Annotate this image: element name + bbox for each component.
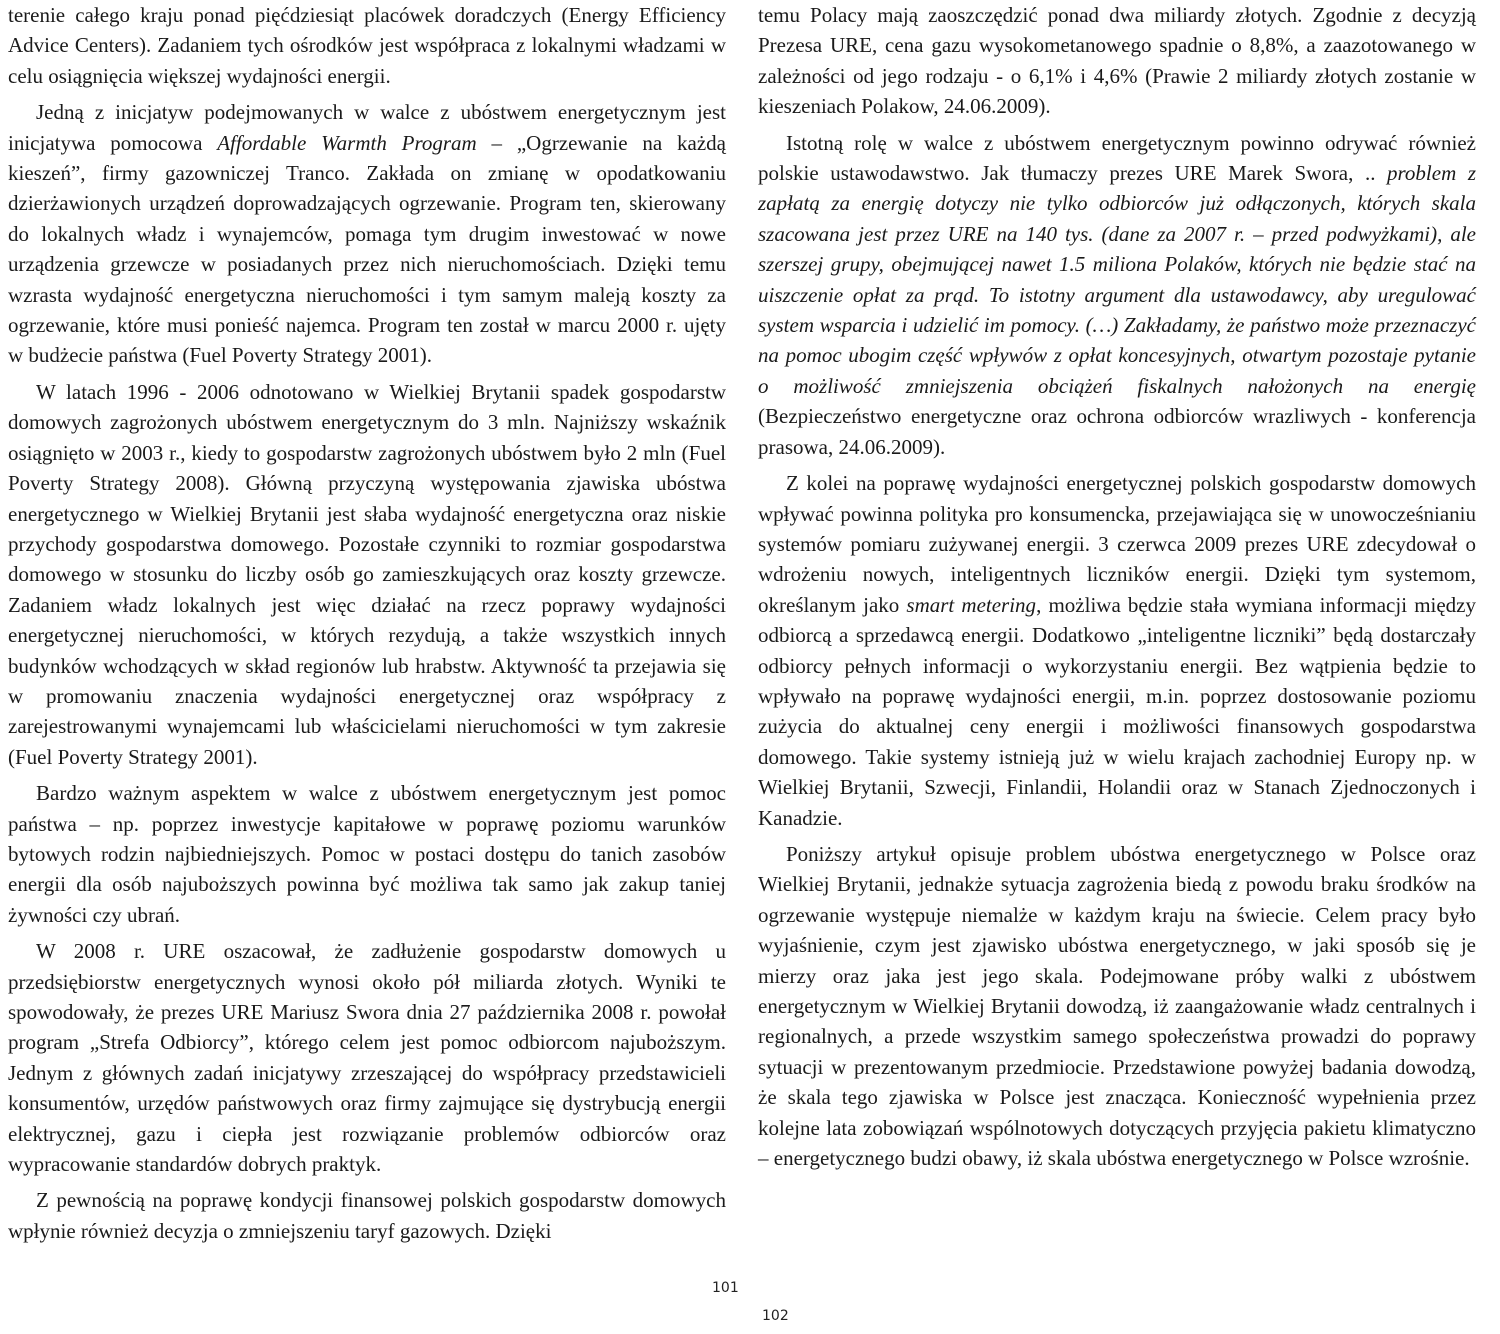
- paragraph: Z pewnością na poprawę kondycji finansowej polskich gospodarstw domowych wpłynie również decyzja o zmniejszeniu taryf gazowych. Dzięki: [8, 1188, 726, 1243]
- paragraph: W 2008 r. URE oszacował, że zadłużenie gospodarstw domowych u przedsiębiorstw energetycznych wynosi około pół miliarda złotych. Wyniki te spowodowały, że prezes URE Mariusz Swora dnia 27 października 2008 r. powołał program „Strefa Odbiorcy”, którego celem jest pomoc odbiorcom najuboższym. Jednym z głównych zadań inicjatywy zrzeszającej do współpracy przedstawicieli konsumentów, urzędów państwowych oraz firmy zajmujące się dystrybucją energii elektrycznej, gazu i ciepła jest rozwiązanie problemów odbiorców oraz wypracowanie standardów dobrych praktyk.: [8, 939, 726, 1177]
- paragraph: Bardzo ważnym aspektem w walce z ubóstwem energetycznym jest pomoc państwa – np. poprzez inwestycje kapitałowe w poprawę poziomu warunków bytowych rodzin najbiedniejszych. Pomoc w postaci dostępu do tanich zasobów energii dla osób najuboższych powinna być możliwa tak samo jak zakup taniej żywności czy ubrań.: [8, 781, 726, 927]
- right-column: [758, 0, 1476, 1179]
- page-number: 101: [712, 1280, 739, 1296]
- paragraph: Z kolei na poprawę wydajności energetycznej polskich gospodarstw domowych wpływać powinna polityka pro konsumencka, przejawiająca się w unowocześnianiu systemów pomiaru zużywanej energii. 3 czerwca 2009 prezes URE zdecydował o wdrożeniu nowych, inteligentnych liczników energii. Dzięki tym systemom, określanym jako smart metering, możliwa będzie stała wymiana informacji między odbiorcą a sprzedawcą energii. Dodatkowo „inteligentne liczniki” będą dostarczały odbiorcy pełnych informacji o wykorzystaniu energii. Bez wątpienia będzie to wpływało na poprawę wydajności energii, m.in. poprzez dostosowanie poziomu zużycia do aktualnej ceny energii i możliwości finansowych gospodarstwa domowego. Takie systemy istnieją już w wielu krajach zachodniej Europy np. w Wielkiej Brytanii, Szwecji, Finlandii, Holandii oraz w Stanach Zjednoczonych i Kanadzie.: [758, 471, 1476, 830]
- paragraph: Jedną z inicjatyw podejmowanych w walce z ubóstwem energetycznym jest inicjatywa pomocowa Affordable Warmth Program – „Ogrzewanie na każdą kieszeń”, firmy gazowniczej Tranco. Zakłada on zmianę w opodatkowaniu dzierżawionych urządzeń doprowadzających ogrzewanie. Program ten, skierowany do lokalnych władz i wynajemców, pomaga tym drugim inwestować w nowe urządzenia grzewcze w posiadanych przez nich nieruchomościach. Dzięki temu wzrasta wydajność energetyczna nieruchomości i tym samym maleją koszty za ogrzewanie, które musi ponieść najemca. Program ten został w marcu 2000 r. ujęty w budżecie państwa (Fuel Poverty Strategy 2001).: [8, 100, 726, 368]
- paragraph: terenie całego kraju ponad pięćdziesiąt placówek doradczych (Energy Efficiency Advice Centers). Zadaniem tych ośrodków jest współpraca z lokalnymi władzami w celu osiągnięcia większej wydajności energii.: [8, 3, 726, 88]
- quotation: problem z zapłatą za energię dotyczy nie tylko odbiorców już odłączonych, których skala szacowana jest przez URE na 140 tys. (dane za 2007 r. – przed podwyżkami), ale szerszej grupy, obejmującej nawet 1.5 miliona Polaków, których nie będzie stać na uiszczenie opłat za prąd. To istotny argument dla ustawodawcy, aby uregulować system wsparcia i udzielić im pomocy. (…) Zakładamy, że państwo może przeznaczyć na pomoc ubogim część wpływów z opłat koncesyjnych, otwartym pozostaje pytanie o możliwość zmniejszenia obciążeń fiskalnych nałożonych na energię: [758, 161, 1476, 398]
- paragraph: temu Polacy mają zaoszczędzić ponad dwa miliardy złotych. Zgodnie z decyzją Prezesa URE, cena gazu wysokometanowego spadnie o 8,8%, a zaazotowanego w zależności od jego rodzaju - o 6,1% i 4,6% (Prawie 2 miliardy złotych zostanie w kieszeniach Polakow, 24.06.2009).: [758, 3, 1476, 119]
- paragraph: W latach 1996 - 2006 odnotowano w Wielkiej Brytanii spadek gospodarstw domowych zagrożonych ubóstwem energetycznym do 3 mln. Najniższy wskaźnik osiągnięto w 2003 r., kiedy to gospodarstw zagrożonych ubóstwem było 2 mln (Fuel Poverty Strategy 2008). Główną przyczyną występowania zjawiska ubóstwa energetycznego w Wielkiej Brytanii jest słaba wydajność energetyczna oraz niskie przychody gospodarstwa domowego. Pozostałe czynniki to rozmiar gospodarstwa domowego w stosunku do liczby osób go zamieszkujących oraz koszty grzewcze. Zadaniem władz lokalnych jest więc działać na rzecz poprawy wydajności energetycznej nieruchomości, w których rezydują, a także wszystkich innych budynków wchodzących w skład regionów lub hrabstw. Aktywność ta przejawia się w promowaniu znaczenia wydajności energetycznej oraz współpracy z zarejestrowanymi wynajemcami lub właścicielami nieruchomości w tym zakresie (Fuel Poverty Strategy 2001).: [8, 379, 726, 769]
- program-name: Affordable Warmth Program: [217, 130, 477, 155]
- page-number: 102: [762, 1308, 789, 1324]
- paragraph: Poniższy artykuł opisuje problem ubóstwa energetycznego w Polsce oraz Wielkiej Brytanii, jednakże sytuacja zagrożenia biedą z powodu braku środków na ogrzewanie występuje niemalże w każdym kraju na świecie. Celem pracy było wyjaśnienie, czym jest zjawisko ubóstwa energetycznego, w jaki sposób się je mierzy oraz jaka jest jego skala. Podejmowane próby walki z ubóstwem energetycznym w Wielkiej Brytanii dowodzą, iż zaangażowanie władz centralnych i regionalnych, a przede wszystkim samego społeczeństwa prowadzi do poprawy sytuacji w prezentowanym przedmiocie. Przedstawione powyżej badania dowodzą, że skala tego zjawiska w Polsce jest znacząca. Konieczność wypełnienia przez kolejne lata zobowiązań wspólnotowych dotyczących przyjęcia pakietu klimatyczno – energetycznego budzi obawy, iż skala ubóstwa energetycznego w Polsce wzrośnie.: [758, 841, 1476, 1171]
- paragraph: Istotną rolę w walce z ubóstwem energetycznym powinno odrywać również polskie ustawodawstwo. Jak tłumaczy prezes URE Marek Swora, .. problem z zapłatą za energię dotyczy nie tylko odbiorców już odłączonych, których skala szacowana jest przez URE na 140 tys. (dane za 2007 r. – przed podwyżkami), ale szerszej grupy, obejmującej nawet 1.5 miliona Polaków, których nie będzie stać na uiszczenie opłat za prąd. To istotny argument dla ustawodawcy, aby uregulować system wsparcia i udzielić im pomocy. (…) Zakładamy, że państwo może przeznaczyć na pomoc ubogim część wpływów z opłat koncesyjnych, otwartym pozostaje pytanie o możliwość zmniejszenia obciążeń fiskalnych nałożonych na energię (Bezpieczeństwo energetyczne oraz ochrona odbiorców wrazliwych - konferencja prasowa, 24.06.2009).: [758, 130, 1476, 459]
- left-column: [8, 0, 726, 1252]
- term: smart metering: [906, 592, 1037, 617]
